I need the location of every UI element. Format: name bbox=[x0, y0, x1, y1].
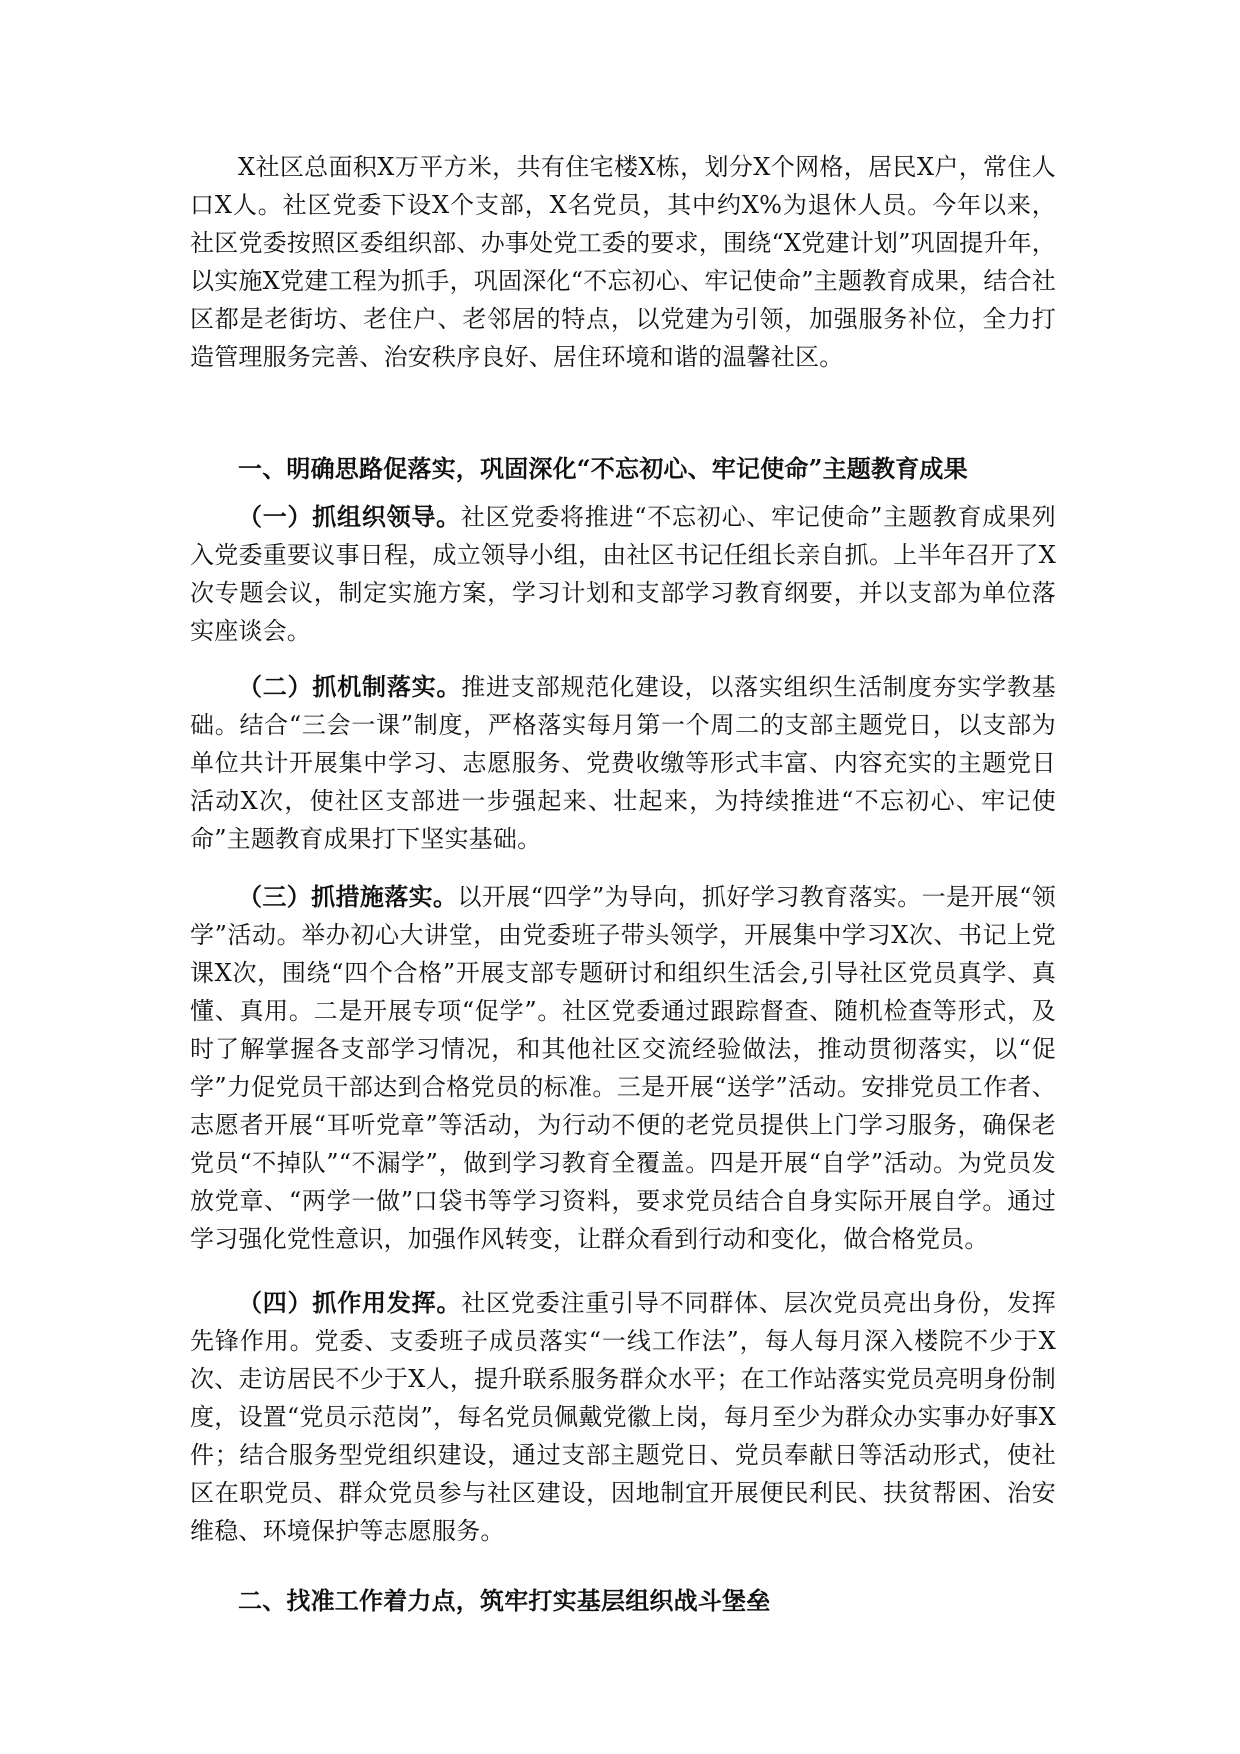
paragraph-body-1: 社区党委将推进“不忘初心、牢记使命”主题教育成果列入党委重要议事日程，成立领导小组，由社区书记任组长亲自抓。上半年召开了X次专题会议，制定实施方案，学习计划和支部学习教育纲要，并以支部为单位落实座谈会。 bbox=[190, 503, 1056, 645]
intro-paragraph: X社区总面积X万平方米，共有住宅楼X栋，划分X个网格，居民X户，常住人口X人。社区党委下设X个支部，X名党员，其中约X%为退休人员。今年以来，社区党委按照区委组织部、办事处党工委的要求，围绕“X党建计划”巩固提升年，以实施X党建工程为抓手，巩固深化“不忘初心、牢记使命”主题教育成果，结合社区都是老街坊、老住户、老邻居的特点，以党建为引领，加强服务补位，全力打造管理服务完善、治安秩序良好、居住环境和谐的温馨社区。 bbox=[190, 153, 1056, 371]
paragraph-body-2: 推进支部规范化建设，以落实组织生活制度夯实学教基础。结合“三会一课”制度，严格落实每月第一个周二的支部主题党日，以支部为单位共计开展集中学习、志愿服务、党费收缴等形式丰富、内容充实的主题党日活动X次，使社区支部进一步强起来、壮起来，为持续推进“不忘初心、牢记使命”主题教育成果打下坚实基础。 bbox=[190, 673, 1056, 853]
section-heading-1: 一、明确思路促落实，巩固深化“不忘初心、牢记使命”主题教育成果 bbox=[238, 454, 968, 483]
paragraph-lead-3: （三）抓措施落实。 bbox=[238, 882, 458, 911]
paragraph-mechanism bbox=[190, 668, 1056, 858]
paragraph-lead-4: （四）抓作用发挥。 bbox=[238, 1288, 462, 1317]
paragraph-body-4: 社区党委注重引导不同群体、层次党员亮出身份，发挥先锋作用。党委、支委班子成员落实“一线工作法”，每人每月深入楼院不少于X次、走访居民不少于X人，提升联系服务群众水平；在工作站落实党员亮明身份制度，设置“党员示范岗”，每名党员佩戴党徽上岗，每月至少为群众办实事办好事X件；结合服务型党组织建设，通过支部主题党日、党员奉献日等活动形式，使社区在职党员、群众党员参与社区建设，因地制宜开展便民利民、扶贫帮困、治安维稳、环境保护等志愿服务。 bbox=[190, 1289, 1056, 1545]
paragraph-lead-1: （一）抓组织领导。 bbox=[238, 502, 461, 531]
paragraph-role bbox=[190, 1284, 1056, 1550]
paragraph-measures bbox=[190, 878, 1056, 1258]
paragraph-organization-leadership bbox=[190, 498, 1056, 650]
section-heading-2: 二、找准工作着力点，筑牢打实基层组织战斗堡垒 bbox=[238, 1586, 771, 1615]
paragraph-body-3: 以开展“四学”为导向，抓好学习教育落实。一是开展“领学”活动。举办初心大讲堂，由党委班子带头领学，开展集中学习X次、书记上党课X次，围绕“四个合格”开展支部专题研讨和组织生活会,引导社区党员真学、真懂、真用。二是开展专项“促学”。社区党委通过跟踪督查、随机检查等形式，及时了解掌握各支部学习情况，和其他社区交流经验做法，推动贯彻落实，以“促学”力促党员干部达到合格党员的标准。三是开展“送学”活动。安排党员工作者、志愿者开展“耳听党章”等活动，为行动不便的老党员提供上门学习服务，确保老党员“不掉队”“不漏学”，做到学习教育全覆盖。四是开展“自学”活动。为党员发放党章、“两学一做”口袋书等学习资料，要求党员结合自身实际开展自学。通过学习强化党性意识，加强作风转变，让群众看到行动和变化，做合格党员。 bbox=[190, 883, 1056, 1253]
paragraph-lead-2: （二）抓机制落实。 bbox=[238, 672, 462, 701]
